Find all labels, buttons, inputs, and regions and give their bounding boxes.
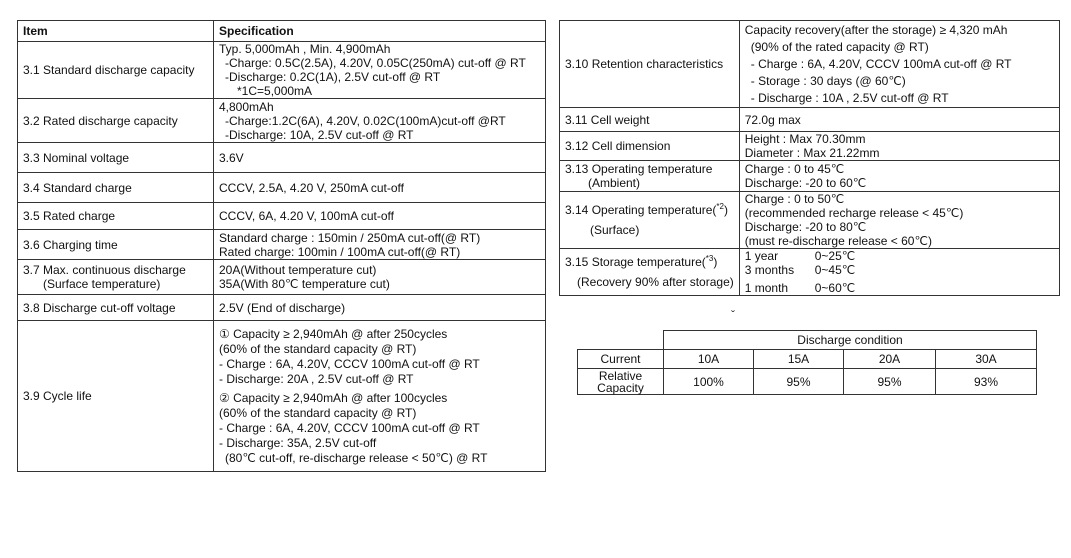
item-text: )	[723, 203, 728, 217]
item-cell: 3.10 Retention characteristics	[560, 21, 740, 108]
item-line: (Ambient)	[588, 176, 641, 190]
spec-cell	[214, 42, 546, 99]
current-value: 15A	[754, 350, 844, 369]
table-row	[560, 21, 1060, 108]
footnote-mark: *2	[716, 202, 724, 211]
spec-line: Discharge: -20 to 60℃	[744, 176, 867, 190]
item-line: (Surface)	[590, 223, 640, 237]
row-label-relative-capacity	[578, 369, 664, 395]
spec-line: Charge : 0 to 50℃	[744, 192, 845, 206]
table-row	[560, 108, 1060, 132]
spec-line: 35A(With 80℃ temperature cut)	[219, 277, 390, 291]
item-cell: 3.2 Rated discharge capacity	[18, 99, 214, 143]
spec-line: (60% of the standard capacity @ RT)	[219, 341, 417, 356]
spec-cell	[214, 260, 546, 295]
table-row	[18, 321, 546, 472]
scan-artifact-dots	[55, 9, 185, 15]
row-label-current: Current	[578, 350, 664, 369]
discharge-condition-title: Discharge condition	[664, 331, 1037, 350]
table-row	[18, 295, 546, 321]
current-value: 30A	[936, 350, 1037, 369]
storage-range: 0~60℃	[814, 281, 856, 295]
spec-line: Typ. 5,000mAh , Min. 4,900mAh	[219, 42, 391, 56]
stray-mark: ˇ	[731, 308, 735, 322]
spec-cell	[739, 161, 1059, 192]
storage-period: 1 year	[744, 249, 779, 263]
table-row	[18, 260, 546, 295]
spec-line: 4,800mAh	[219, 99, 274, 114]
spec-line: - Storage : 30 days (@ 60℃)	[750, 73, 906, 88]
item-cell: 3.11 Cell weight	[560, 108, 740, 132]
header-item: Item	[18, 21, 214, 42]
spec-line: (90% of the rated capacity @ RT)	[750, 39, 929, 54]
spec-line: -Discharge: 10A, 2.5V cut-off @ RT	[225, 127, 414, 142]
item-cell: 3.8 Discharge cut-off voltage	[18, 295, 214, 321]
table-row	[560, 249, 1060, 296]
spec-cell	[739, 249, 1059, 296]
capacity-value: 95%	[754, 369, 844, 395]
current-value: 20A	[844, 350, 936, 369]
table-row	[560, 192, 1060, 249]
spec-line: -Charge:1.2C(6A), 4.20V, 0.02C(100mA)cut-off @RT	[225, 113, 506, 128]
storage-period: 1 month	[744, 281, 789, 295]
item-line: 3.7 Max. continuous discharge	[23, 263, 186, 277]
item-text: 3.14 Operating temperature(	[565, 203, 717, 217]
item-cell: 3.3 Nominal voltage	[18, 143, 214, 173]
item-line	[565, 203, 734, 217]
item-text: 3.15 Storage temperature(	[565, 255, 706, 269]
item-cell: 3.4 Standard charge	[18, 173, 214, 203]
spec-line: ② Capacity ≥ 2,940mAh @ after 100cycles	[219, 390, 448, 405]
spec-line: Capacity recovery(after the storage) ≥ 4,320 mAh	[744, 22, 1008, 37]
item-line: (Recovery 90% after storage)	[577, 275, 734, 289]
item-cell	[560, 161, 740, 192]
spec-line: Height : Max 70.30mm	[744, 132, 866, 146]
spec-cell: 72.0g max	[739, 108, 1059, 132]
item-line	[565, 255, 734, 269]
item-cell	[560, 249, 740, 296]
table-header-row	[18, 21, 546, 42]
item-line: (Surface temperature)	[43, 277, 161, 291]
item-text: )	[713, 255, 718, 269]
item-cell	[18, 260, 214, 295]
spec-line: (60% of the standard capacity @ RT)	[219, 405, 417, 420]
discharge-condition-table	[577, 330, 1037, 395]
item-line: 3.13 Operating temperature	[565, 162, 713, 176]
spec-line: - Charge : 6A, 4.20V, CCCV 100mA cut-off @ RT	[219, 420, 480, 435]
spec-line: Diameter : Max 21.22mm	[744, 146, 880, 160]
spec-cell: 2.5V (End of discharge)	[214, 295, 546, 321]
item-cell: 3.9 Cycle life	[18, 321, 214, 472]
spec-line: Rated charge: 100min / 100mA cut-off(@ RT)	[219, 244, 461, 259]
spec-cell: CCCV, 2.5A, 4.20 V, 250mA cut-off	[214, 173, 546, 203]
item-cell: 3.12 Cell dimension	[560, 132, 740, 161]
table-row	[18, 203, 546, 230]
spec-line: - Discharge : 10A , 2.5V cut-off @ RT	[750, 90, 949, 105]
spec-table-left	[17, 20, 546, 472]
spec-line: Standard charge : 150min / 250mA cut-off(@ RT)	[219, 230, 481, 245]
item-cell: 3.5 Rated charge	[18, 203, 214, 230]
table-row	[18, 42, 546, 99]
spec-line: *1C=5,000mA	[237, 84, 313, 98]
capacity-value: 93%	[936, 369, 1037, 395]
storage-range: 0~25℃	[814, 249, 856, 263]
capacity-value: 100%	[664, 369, 754, 395]
storage-period: 3 months	[744, 263, 795, 277]
spec-line: -Discharge: 0.2C(1A), 2.5V cut-off @ RT	[225, 70, 441, 84]
spec-line: Discharge: -20 to 80℃	[744, 220, 867, 234]
footnote-mark: *3	[705, 254, 714, 263]
item-cell	[560, 192, 740, 249]
item-cell: 3.1 Standard discharge capacity	[18, 42, 214, 99]
table-row	[560, 161, 1060, 192]
spec-line: - Discharge: 20A , 2.5V cut-off @ RT	[219, 371, 414, 386]
spec-cell	[214, 230, 546, 260]
spec-line: (80℃ cut-off, re-discharge release < 50℃) @ RT	[225, 450, 488, 465]
row-label-text: Relative Capacity	[597, 368, 644, 395]
table-row	[560, 132, 1060, 161]
spec-cell: CCCV, 6A, 4.20 V, 100mA cut-off	[214, 203, 546, 230]
spec-cell	[739, 132, 1059, 161]
item-cell: 3.6 Charging time	[18, 230, 214, 260]
spec-line: 20A(Without temperature cut)	[219, 263, 377, 277]
spec-line: (must re-discharge release < 60℃)	[744, 234, 932, 248]
spec-line: - Charge : 6A, 4.20V, CCCV 100mA cut-off @ RT	[750, 56, 1012, 71]
spec-line: (recommended recharge release < 45℃)	[744, 206, 964, 220]
spec-cell	[739, 21, 1059, 108]
table-row	[18, 99, 546, 143]
spec-line: -Charge: 0.5C(2.5A), 4.20V, 0.05C(250mA) cut-off @ RT	[225, 56, 526, 70]
table-header-row	[578, 331, 1037, 350]
spec-table-right	[559, 20, 1060, 296]
table-row	[578, 369, 1037, 395]
empty-cell	[578, 331, 664, 350]
spec-line: - Charge : 6A, 4.20V, CCCV 100mA cut-off @ RT	[219, 356, 480, 371]
table-row	[18, 173, 546, 203]
table-row	[18, 230, 546, 260]
spec-cell	[739, 192, 1059, 249]
spec-cell	[214, 99, 546, 143]
storage-period-row	[745, 281, 1054, 295]
current-value: 10A	[664, 350, 754, 369]
header-specification: Specification	[214, 21, 546, 42]
spec-cell: 3.6V	[214, 143, 546, 173]
table-row	[578, 350, 1037, 369]
spec-cell	[214, 321, 546, 472]
storage-period-row	[745, 263, 1054, 277]
spec-line: ① Capacity ≥ 2,940mAh @ after 250cycles	[219, 326, 448, 341]
storage-period-row	[745, 249, 1054, 263]
capacity-value: 95%	[844, 369, 936, 395]
spec-line: Charge : 0 to 45℃	[744, 162, 845, 176]
table-row	[18, 143, 546, 173]
storage-range: 0~45℃	[814, 263, 856, 277]
spec-line: - Discharge: 35A, 2.5V cut-off	[219, 435, 377, 450]
